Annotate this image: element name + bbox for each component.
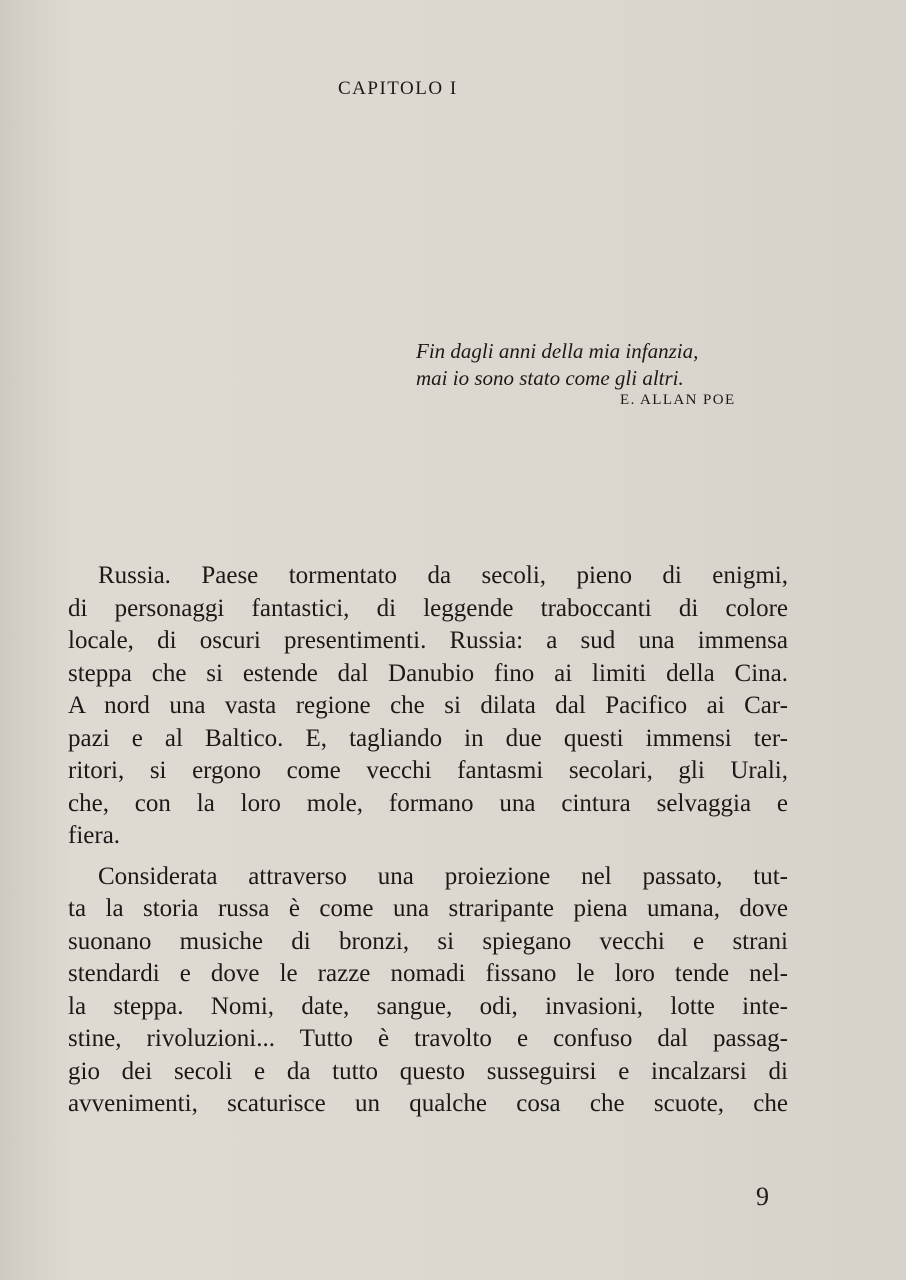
text-line: locale, di oscuri presentimenti. Russia: a sud una immensa <box>68 627 788 654</box>
text-line: la steppa. Nomi, date, sangue, odi, invasioni, lotte inte- <box>68 992 788 1020</box>
text-line: di personaggi fantastici, di leggende traboccanti di colore <box>68 594 788 622</box>
paragraph-1 <box>68 560 788 853</box>
text-line: stine, rivoluzioni... Tutto è travolto e confuso dal passag- <box>68 1025 788 1052</box>
text-line: ritori, si ergono come vecchi fantasmi secolari, gli Urali, <box>68 757 788 784</box>
epigraph-line: Fin dagli anni della mia infanzia, <box>416 339 699 363</box>
text-line: stendardi e dove le razze nomadi fissano le loro tende nel- <box>68 960 788 987</box>
text-line: Russia. Paese tormentato da secoli, pieno di enigmi, <box>98 562 788 589</box>
text-line: Considerata attraverso una proiezione nel passato, tut- <box>98 862 788 890</box>
text-line: gio dei secoli e da tutto questo susseguirsi e incalzarsi di <box>68 1057 788 1085</box>
text-line: fiera. <box>68 822 121 849</box>
text-line: suonano musiche di bronzi, si spiegano vecchi e strani <box>68 927 788 955</box>
page-number: 9 <box>756 1182 769 1211</box>
text-line: pazi e al Baltico. E, tagliando in due questi immensi ter- <box>68 724 788 752</box>
epigraph-line: mai io sono stato come gli altri. <box>416 366 684 390</box>
body-text <box>68 560 788 1121</box>
text-line: avvenimenti, scaturisce un qualche cosa che scuote, che <box>68 1090 788 1117</box>
text-line: ta la storia russa è come una straripante piena umana, dove <box>68 895 788 922</box>
text-line: steppa che si estende dal Danubio fino ai limiti della Cina. <box>68 659 788 687</box>
chapter-title: CAPITOLO I <box>338 78 458 99</box>
paragraph-2 <box>68 861 788 1121</box>
epigraph-author: E. ALLAN POE <box>620 392 736 408</box>
text-line: A nord una vasta regione che si dilata dal Pacifico ai Car- <box>68 692 788 719</box>
text-line: che, con la loro mole, formano una cintura selvaggia e <box>68 789 788 817</box>
epigraph <box>416 338 816 392</box>
